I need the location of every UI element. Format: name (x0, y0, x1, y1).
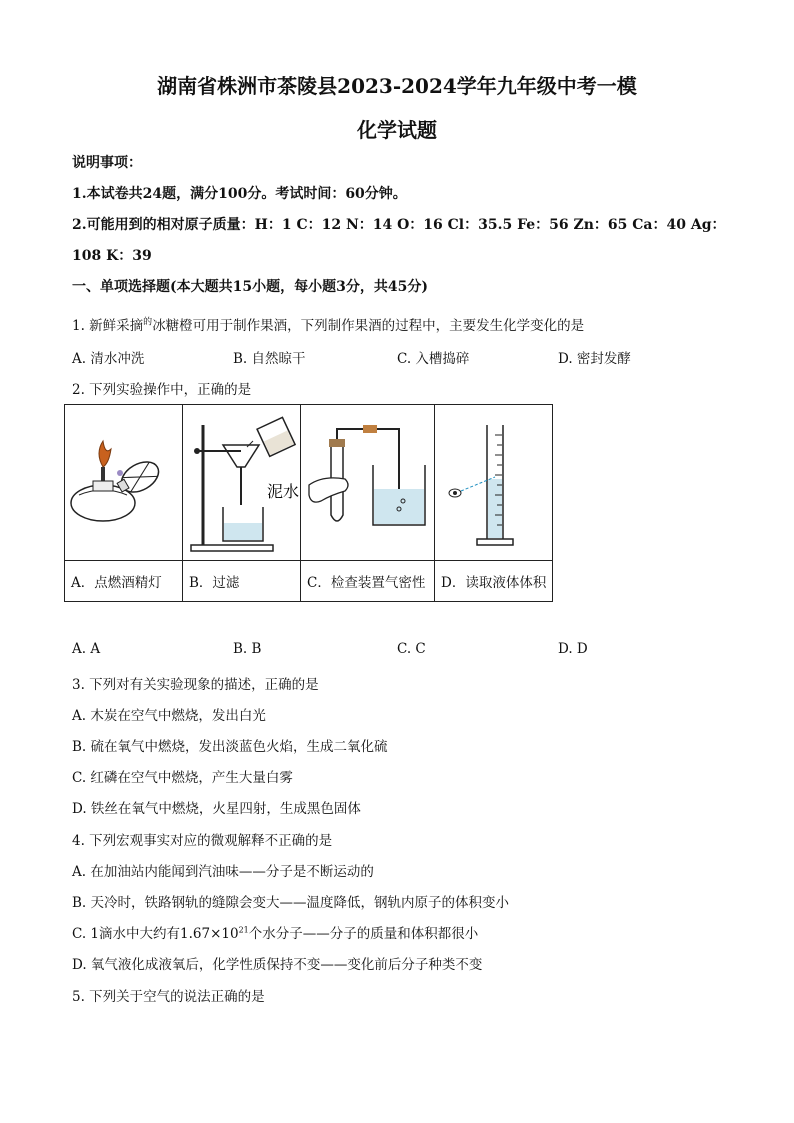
figure-b-filter (183, 405, 301, 561)
section-heading: 一、单项选择题(本大题共15小题，每小题3分，共45分) (72, 279, 428, 295)
figure-c-caption: C．检查装置气密性 (301, 561, 435, 602)
question-4-stem: 4. 下列宏观事实对应的微观解释不正确的是 (72, 833, 333, 849)
question-1-stem (72, 314, 584, 334)
figure-d-cylinder (435, 405, 553, 561)
q3-option-c: C. 红磷在空气中燃烧，产生大量白雾 (72, 770, 293, 786)
question-3-stem: 3. 下列对有关实验现象的描述，正确的是 (72, 677, 319, 693)
q1-option-d: D. 密封发酵 (558, 351, 631, 367)
q2-option-b: B. B (233, 641, 262, 657)
q4-option-b: B. 天冷时，铁路钢轨的缝隙会变大——温度降低，钢轨内原子的体积变小 (72, 895, 510, 911)
notes-item-1: 1.本试卷共24题，满分100分。考试时间：60分钟。 (72, 186, 407, 202)
figure-a-caption: A．点燃酒精灯 (65, 561, 183, 602)
airtightness-drawing (301, 405, 434, 560)
q3-option-b: B. 硫在氧气中燃烧，发出淡蓝色火焰，生成二氧化硫 (72, 739, 388, 755)
alcohol-lamp-drawing (65, 405, 182, 560)
figure-d-caption: D．读取液体体积 (435, 561, 553, 602)
figure-c-airtight (301, 405, 435, 561)
q4-option-c-pre: C. 1滴水中大约有1.67×10 (72, 926, 239, 942)
q1-stem-sup: 的 (143, 317, 153, 328)
question-5-stem: 5. 下列关于空气的说法正确的是 (72, 989, 265, 1005)
figure-b-caption: B．过滤 (183, 561, 301, 602)
q2-option-c: C. C (397, 641, 426, 657)
q1-stem-part-b: 冰糖橙可用于制作果酒，下列制作果酒的过程中，主要发生化学变化的是 (152, 318, 585, 334)
q1-option-a: A. 清水冲洗 (72, 351, 145, 367)
graduated-cylinder-drawing (435, 405, 552, 560)
figure-a-lamp (65, 405, 183, 561)
q1-option-c: C. 入槽捣碎 (397, 351, 470, 367)
question-2-stem: 2. 下列实验操作中，正确的是 (72, 382, 252, 398)
filtration-drawing (183, 405, 300, 560)
q2-figure-table (64, 404, 553, 602)
q1-option-b: B. 自然晾干 (233, 351, 306, 367)
q1-stem-part-a: 1. 新鲜采摘 (72, 318, 144, 334)
q4-option-c-post: 个水分子——分子的质量和体积都很小 (248, 926, 479, 942)
paper-subtitle: 化学试题 (357, 118, 437, 142)
q2-option-d: D. D (558, 641, 588, 657)
q4-option-c-exponent: 21 (238, 925, 249, 935)
q3-option-d: D. 铁丝在氧气中燃烧，火星四射，生成黑色固体 (72, 801, 361, 817)
mud-water-label: 泥水 (267, 482, 300, 501)
notes-heading: 说明事项： (72, 155, 142, 171)
notes-item-2: 2.可能用到的相对原子质量：H：1 C：12 N：14 O：16 Cl：35.5 Fe：56 Zn：65 Ca：40 Ag： (72, 217, 726, 233)
q3-option-a: A. 木炭在空气中燃烧，发出白光 (72, 708, 266, 724)
paper-title: 湖南省株洲市茶陵县2023-2024学年九年级中考一模 (157, 74, 637, 98)
q2-option-a: A. A (72, 641, 101, 657)
notes-item-2-cont: 108 K：39 (72, 248, 152, 264)
q4-option-a: A. 在加油站内能闻到汽油味——分子是不断运动的 (72, 864, 374, 880)
q4-option-d: D. 氧气液化成液氧后，化学性质保持不变——变化前后分子种类不变 (72, 957, 483, 973)
q4-option-c (72, 922, 478, 942)
